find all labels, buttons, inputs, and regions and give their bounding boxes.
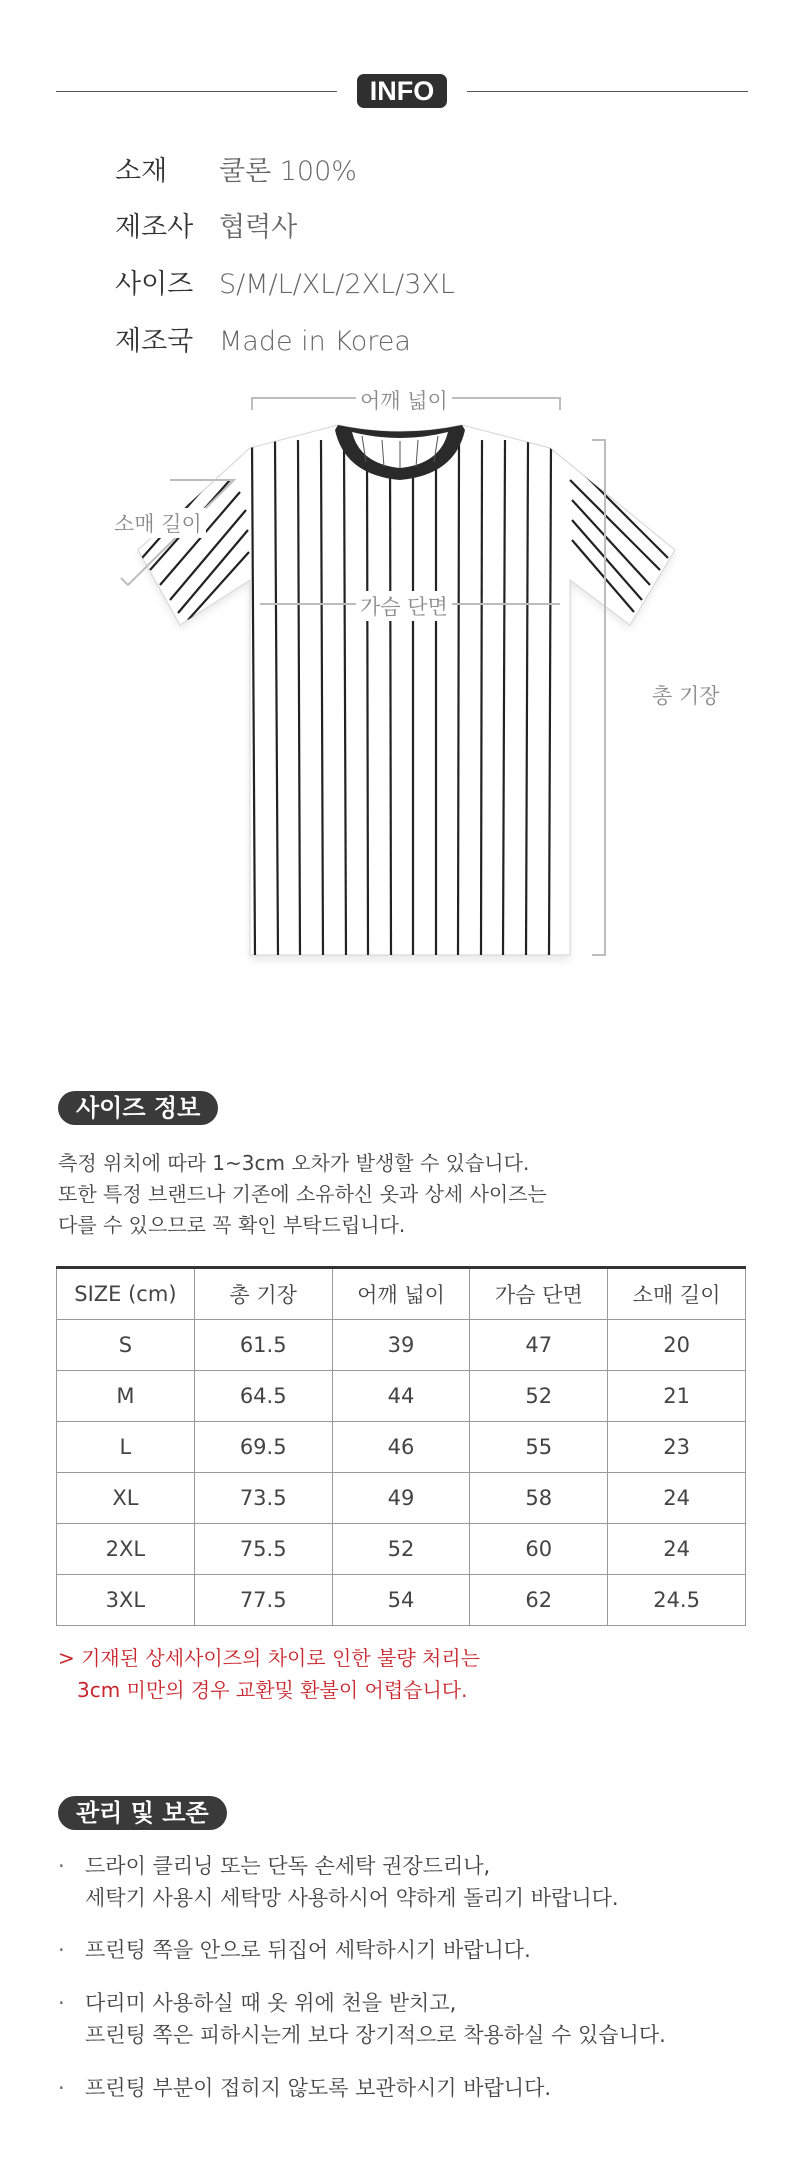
table-cell: 73.5: [194, 1473, 332, 1524]
care-text: 프린팅 쪽은 피하시는게 보다 장기적으로 착용하실 수 있습니다.: [85, 2023, 666, 2047]
table-row: [57, 1473, 746, 1524]
table-cell: 2XL: [57, 1524, 195, 1575]
spec-value: 협력사: [219, 212, 298, 243]
size-note-2: 또한 특정 브랜드나 기존에 소유하신 옷과 상세 사이즈는: [58, 1182, 547, 1206]
care-text: 프린팅 부분이 접히지 않도록 보관하시기 바랍니다.: [85, 2076, 552, 2100]
divider-right: [467, 91, 748, 92]
table-cell: 61.5: [194, 1320, 332, 1371]
table-row: [57, 1371, 746, 1422]
info-header: [56, 74, 748, 108]
tshirt-illustration: [100, 380, 700, 970]
shoulder-width-label: 어깨 넓이: [356, 385, 452, 415]
table-cell: L: [57, 1422, 195, 1473]
size-warning-2: 3cm 미만의 경우 교환및 환불이 어렵습니다.: [77, 1678, 468, 1702]
table-cell: 77.5: [194, 1575, 332, 1626]
care-text: 세탁기 사용시 세탁망 사용하시어 약하게 돌리기 바랍니다.: [85, 1886, 619, 1910]
total-length-label: 총 기장: [648, 680, 724, 710]
bullet: ·: [58, 1854, 65, 1878]
spec-label: 제조국: [115, 326, 194, 357]
table-cell: 54: [332, 1575, 470, 1626]
size-note-1: 측정 위치에 따라 1~3cm 오차가 발생할 수 있습니다.: [58, 1151, 530, 1175]
size-note-3: 다를 수 있으므로 꼭 확인 부탁드립니다.: [58, 1213, 406, 1237]
care-text: 다리미 사용하실 때 옷 위에 천을 받치고,: [85, 1991, 457, 2015]
table-cell: 20: [608, 1320, 746, 1371]
table-cell: 47: [470, 1320, 608, 1371]
table-cell: 3XL: [57, 1575, 195, 1626]
bullet: ·: [58, 1938, 65, 1962]
spec-value: 쿨론 100%: [219, 156, 357, 187]
spec-value: S/M/L/XL/2XL/3XL: [219, 269, 455, 300]
col-header: 가슴 단면: [470, 1268, 608, 1320]
table-cell: 75.5: [194, 1524, 332, 1575]
table-cell: 60: [470, 1524, 608, 1575]
table-cell: S: [57, 1320, 195, 1371]
table-cell: 24: [608, 1524, 746, 1575]
care-text: 드라이 클리닝 또는 단독 손세탁 권장드리나,: [85, 1854, 491, 1878]
care-text: 프린팅 쪽을 안으로 뒤집어 세탁하시기 바랍니다.: [85, 1938, 531, 1962]
col-header: SIZE (cm): [57, 1268, 195, 1320]
table-row: [57, 1422, 746, 1473]
table-cell: 69.5: [194, 1422, 332, 1473]
table-cell: 52: [332, 1524, 470, 1575]
table-cell: XL: [57, 1473, 195, 1524]
table-cell: 44: [332, 1371, 470, 1422]
spec-label: 소재: [115, 156, 168, 187]
size-info-title: 사이즈 정보: [58, 1091, 218, 1125]
table-cell: M: [57, 1371, 195, 1422]
table-cell: 39: [332, 1320, 470, 1371]
size-warning-1: > 기재된 상세사이즈의 차이로 인한 불량 처리는: [58, 1646, 480, 1670]
info-badge: INFO: [357, 74, 447, 108]
size-table: [56, 1266, 746, 1626]
spec-label: 제조사: [115, 212, 194, 243]
table-row: [57, 1524, 746, 1575]
col-header: 소매 길이: [608, 1268, 746, 1320]
table-cell: 46: [332, 1422, 470, 1473]
care-title: 관리 및 보존: [58, 1796, 227, 1830]
divider-left: [56, 91, 337, 92]
col-header: 총 기장: [194, 1268, 332, 1320]
chest-width-label: 가슴 단면: [356, 591, 452, 621]
table-cell: 49: [332, 1473, 470, 1524]
garment-diagram: [100, 380, 720, 970]
table-cell: 24.5: [608, 1575, 746, 1626]
col-header: 어깨 넓이: [332, 1268, 470, 1320]
table-cell: 55: [470, 1422, 608, 1473]
spec-label: 사이즈: [115, 269, 194, 300]
table-cell: 21: [608, 1371, 746, 1422]
spec-value: Made in Korea: [219, 326, 411, 357]
table-row: [57, 1320, 746, 1371]
table-row: [57, 1575, 746, 1626]
table-header-row: [57, 1268, 746, 1320]
table-cell: 58: [470, 1473, 608, 1524]
table-cell: 62: [470, 1575, 608, 1626]
bullet: ·: [58, 1991, 65, 2015]
bullet: ·: [58, 2076, 65, 2100]
table-cell: 64.5: [194, 1371, 332, 1422]
sleeve-length-label: 소매 길이: [110, 508, 206, 538]
table-cell: 52: [470, 1371, 608, 1422]
table-cell: 23: [608, 1422, 746, 1473]
table-cell: 24: [608, 1473, 746, 1524]
